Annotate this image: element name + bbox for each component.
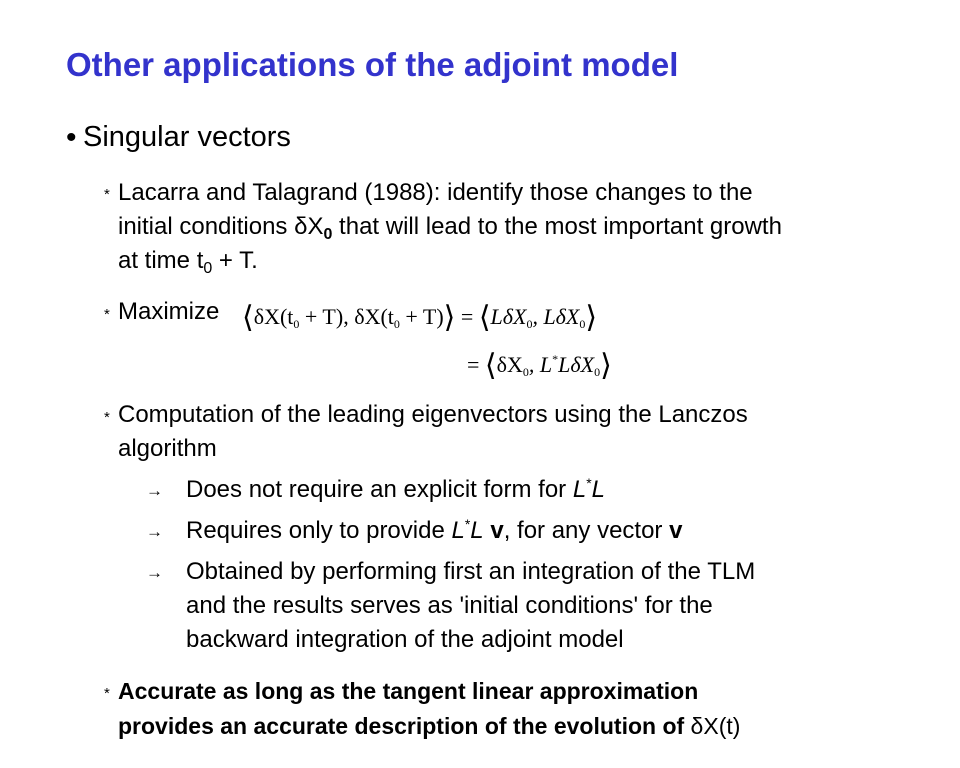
item1-line2: initial conditions $\delta X_0$ that will lead to the most important growth (118, 213, 782, 243)
slide-title: Other applications of the adjoint model (66, 46, 679, 83)
item3-sub2: Requires only to provide L*L v, for any vector v (186, 516, 683, 544)
item1-line1: Lacarra and Talagrand (1988): identify those changes to the (118, 179, 753, 206)
arrow-icon: → (146, 522, 163, 541)
sub-bullet-marker: * (104, 409, 110, 426)
equation-line2: = $⟨\delta X_0$, L*LδX$_0$⟩ (467, 348, 612, 383)
arrow-icon: → (146, 563, 163, 582)
item1-line3: at time $t_0 + T$. (118, 247, 258, 277)
sub-bullet-marker: * (104, 306, 110, 323)
item3-sub3-line2: and the results serves as 'initial conditions' for the (186, 592, 713, 619)
sub-bullet-marker: * (104, 685, 110, 702)
item3-sub3-line3: backward integration of the adjoint model (186, 626, 624, 653)
item2-label: Maximize (118, 298, 220, 325)
item3-sub3-line1: Obtained by performing first an integration of the TLM (186, 558, 756, 585)
sub-bullet-marker: * (104, 186, 110, 203)
equation-line1: $⟨\delta X(t_0 + T)$, $\delta X(t_0$ + T)⟩ = ⟨LδX$_0$, LδX$_0$⟩ (242, 300, 598, 335)
bullet-dot: • (66, 121, 77, 154)
bullet-heading: Singular vectors (83, 121, 291, 153)
item4-line2: provides an accurate description of the evolution of δX(t) (118, 713, 741, 739)
item3-line1: Computation of the leading eigenvectors using the Lanczos (118, 401, 748, 428)
item3-sub1: Does not require an explicit form for L*L (186, 475, 606, 503)
arrow-icon: → (146, 481, 163, 500)
item4-line1: Accurate as long as the tangent linear approximation (118, 678, 699, 704)
item3-line2: algorithm (118, 435, 217, 462)
